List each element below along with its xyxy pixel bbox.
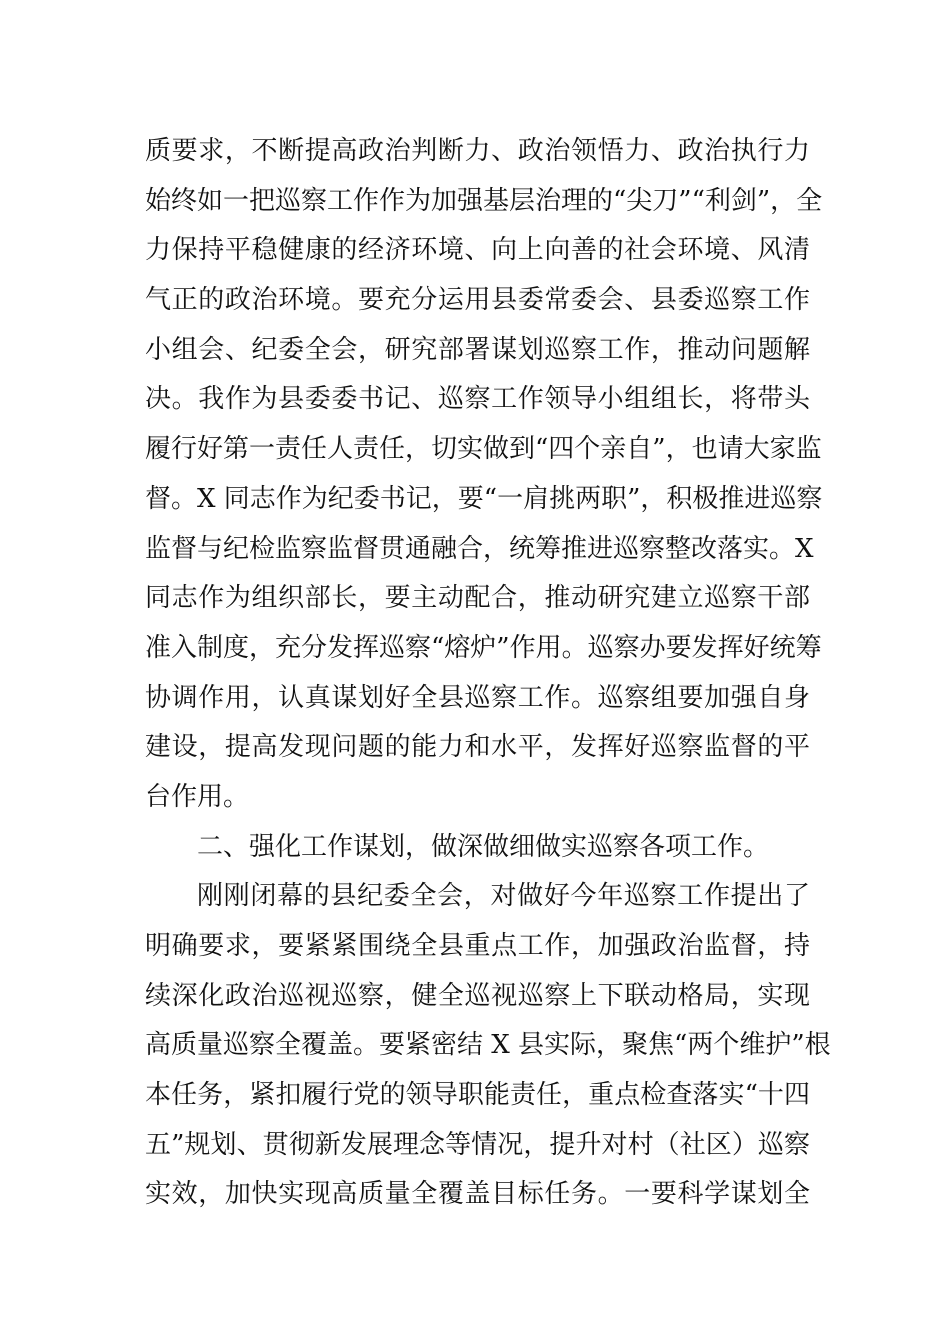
text-line: 五”规划、贯彻新发展理念等情况，提升对村（社区）巡察 [145,1129,810,1160]
text-line: 质要求，不断提高政治判断力、政治领悟力、政治执行力 [145,136,810,166]
text-line: 台作用。 [145,781,250,812]
text-line: 刚刚闭幕的县纪委全会，对做好今年巡察工作提出了 [197,881,810,912]
body-text [145,127,831,1220]
text-line: 实效，加快实现高质量全覆盖目标任务。一要科学谋划全 [145,1179,810,1210]
text-line: 协调作用，认真谋划好全县巡察工作。巡察组要加强自身 [145,682,810,713]
text-line: 履行好第一责任人责任，切实做到“四个亲自”，也请大家监 [145,434,822,465]
text-line: 决。我作为县委委书记、巡察工作领导小组组长，将带头 [145,384,810,415]
text-line: 续深化政治巡视巡察，健全巡视巡察上下联动格局，实现 [145,980,810,1011]
text-line: 监督与纪检监察监督贯通融合，统筹推进巡察整改落实。X [145,533,814,564]
text-line: 同志作为组织部长，要主动配合，推动研究建立巡察干部 [145,583,810,614]
text-line: 明确要求，要紧紧围绕全县重点工作，加强政治监督，持 [145,931,810,961]
text-line: 始终如一把巡察工作作为加强基层治理的“尖刀”“利剑”，全 [145,185,823,216]
text-line: 力保持平稳健康的经济环境、向上向善的社会环境、风清 [145,235,810,266]
text-line: 气正的政治环境。要充分运用县委常委会、县委巡察工作 [145,285,810,316]
text-line: 督。X 同志作为纪委书记，要“一肩挑两职”，积极推进巡察 [145,483,823,514]
text-line: 建设，提高发现问题的能力和水平，发挥好巡察监督的平 [145,732,810,763]
text-line: 准入制度，充分发挥巡察“熔炉”作用。巡察办要发挥好统筹 [145,632,822,663]
text-line: 小组会、纪委全会，研究部署谋划巡察工作，推动问题解 [145,334,810,365]
text-line: 本任务，紧扣履行党的领导职能责任，重点检查落实“十四 [145,1080,810,1111]
text-line: 高质量巡察全覆盖。要紧密结 X 县实际，聚焦“两个维护”根 [145,1030,831,1061]
section-heading: 二、强化工作谋划，做深做细做实巡察各项工作。 [197,831,770,862]
